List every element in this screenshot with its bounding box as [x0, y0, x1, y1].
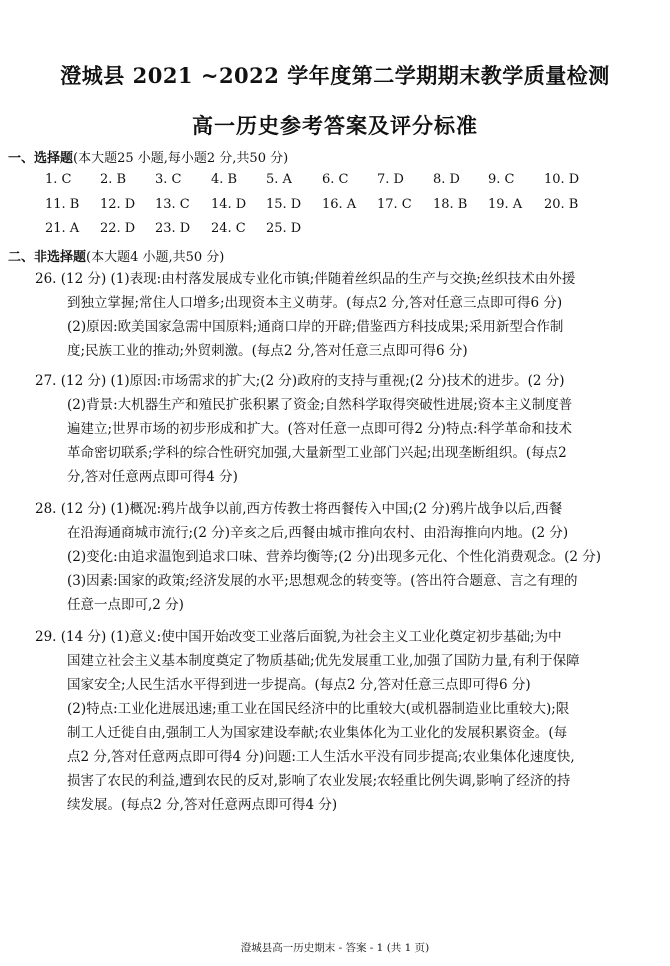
section-note: (本大题25 小题,每小题2 分,共50 分): [73, 151, 289, 166]
answer-line: 续发展。(每点2 分,答对任意两点即可得4 分): [67, 797, 338, 813]
answer-line: 28. (12 分) (1)概况:鸦片战争以前,西方传教士将西餐传入中国;(2 分)鸦片战争以后,西餐: [35, 501, 563, 517]
answer-item: 12. D: [100, 197, 136, 212]
section-label: 二、非选择题: [8, 250, 87, 265]
document-subtitle: 高一历史参考答案及评分标准: [192, 113, 478, 138]
answer-item: 1. C: [45, 172, 72, 187]
section-label: 一、选择题: [8, 151, 74, 166]
question-29: [35, 625, 660, 817]
answer-item: 17. C: [377, 197, 412, 212]
question-28: [35, 497, 660, 617]
section-heading-choice: [8, 147, 288, 166]
answer-line: 国家安全;人民生活水平得到进一步提高。(每点2 分,答对任意三点即可得6 分): [67, 677, 531, 693]
answer-line: 任意一点即可,2 分): [67, 597, 184, 613]
section-note: (本大题4 小题,共50 分): [86, 250, 225, 265]
answer-line: 分,答对任意两点即可得4 分): [67, 469, 238, 485]
answer-line: (2)原因:欧美国家急需中国原料;通商口岸的开辟;借鉴西方科技成果;采用新型合作制: [67, 319, 564, 335]
answer-item: 18. B: [433, 197, 468, 212]
page-footer: 澄城县高一历史期末 - 答案 - 1 (共 1 页): [240, 942, 430, 954]
answer-item: 25. D: [266, 221, 302, 236]
answer-line: 损害了农民的利益,遭到农民的反对,影响了农业发展;农轻重比例失调,影响了经济的持: [67, 773, 571, 789]
section-heading-open: [8, 246, 224, 265]
answer-line: (2)变化:由追求温饱到追求口味、营养均衡等;(2 分)出现多元化、个性化消费观念。(2 分): [67, 549, 602, 565]
answer-item: 16. A: [322, 197, 357, 212]
answer-line: 点2 分,答对任意两点即可得4 分)问题:工人生活水平没有同步提高;农业集体化速度快,: [67, 749, 575, 765]
answer-line: 遍建立;世界市场的初步形成和扩大。(答对任意一点即可得2 分)特点:科学革命和技术: [67, 421, 573, 437]
answer-line: 26. (12 分) (1)表现:由村落发展成专业化市镇;伴随着丝织品的生产与交换;丝织技术由外援: [35, 271, 576, 287]
answer-line: 制工人迁徙自由,强制工人为国家建设奉献;农业集体化为工业化的发展积累资金。(每: [67, 725, 568, 741]
answer-item: 21. A: [45, 221, 80, 236]
answer-item: 2. B: [100, 172, 127, 187]
answer-item: 22. D: [100, 221, 136, 236]
answer-item: 5. A: [266, 172, 292, 187]
answer-item: 7. D: [377, 172, 404, 187]
answer-line: 27. (12 分) (1)原因:市场需求的扩大;(2 分)政府的支持与重视;(2 分)技术的进步。(2 分): [35, 373, 565, 389]
question-26: [35, 267, 660, 363]
answer-item: 4. B: [211, 172, 238, 187]
answer-item: 3. C: [155, 172, 182, 187]
answer-line: 革命密切联系;学科的综合性研究加强,大量新型工业部门兴起;出现垄断组织。(每点2: [67, 445, 567, 461]
answer-line: 到独立掌握;常住人口增多;出现资本主义萌芽。(每点2 分,答对任意三点即可得6 分): [67, 295, 563, 311]
answer-item: 24. C: [211, 221, 246, 236]
answer-item: 13. C: [155, 197, 190, 212]
answer-item: 6. C: [322, 172, 349, 187]
question-27: [35, 369, 660, 489]
answer-line: 国建立社会主义基本制度奠定了物质基础;优先发展重工业,加强了国防力量,有利于保障: [67, 653, 580, 669]
answer-item: 10. D: [544, 172, 580, 187]
answer-item: 19. A: [488, 197, 523, 212]
answer-line: (2)背景:大机器生产和殖民扩张积累了资金;自然科学取得突破性进展;资本主义制度普: [67, 397, 573, 413]
answer-line: 度;民族工业的推动;外贸刺激。(每点2 分,答对任意三点即可得6 分): [67, 343, 468, 359]
answer-item: 23. D: [155, 221, 191, 236]
answer-line: 29. (14 分) (1)意义:使中国开始改变工业落后面貌,为社会主义工业化奠定初步基础;为中: [35, 629, 562, 645]
answer-item: 14. D: [211, 197, 247, 212]
answer-item: 11. B: [45, 197, 80, 212]
answer-item: 20. B: [544, 197, 579, 212]
answer-item: 9. C: [488, 172, 515, 187]
document-title: 澄城县 2021 ~2022 学年度第二学期期末教学质量检测: [60, 63, 610, 88]
answer-line: (2)特点:工业化进展迅速;重工业在国民经济中的比重较大(或机器制造业比重较大);限: [67, 701, 570, 717]
answer-item: 15. D: [266, 197, 302, 212]
answer-item: 8. D: [433, 172, 460, 187]
answer-line: (3)因素:国家的政策;经济发展的水平;思想观念的转变等。(答出符合题意、言之有理的: [67, 573, 578, 589]
answer-line: 在沿海通商城市流行;(2 分)辛亥之后,西餐由城市推向农村、由沿海推向内地。(2 分): [67, 525, 569, 541]
